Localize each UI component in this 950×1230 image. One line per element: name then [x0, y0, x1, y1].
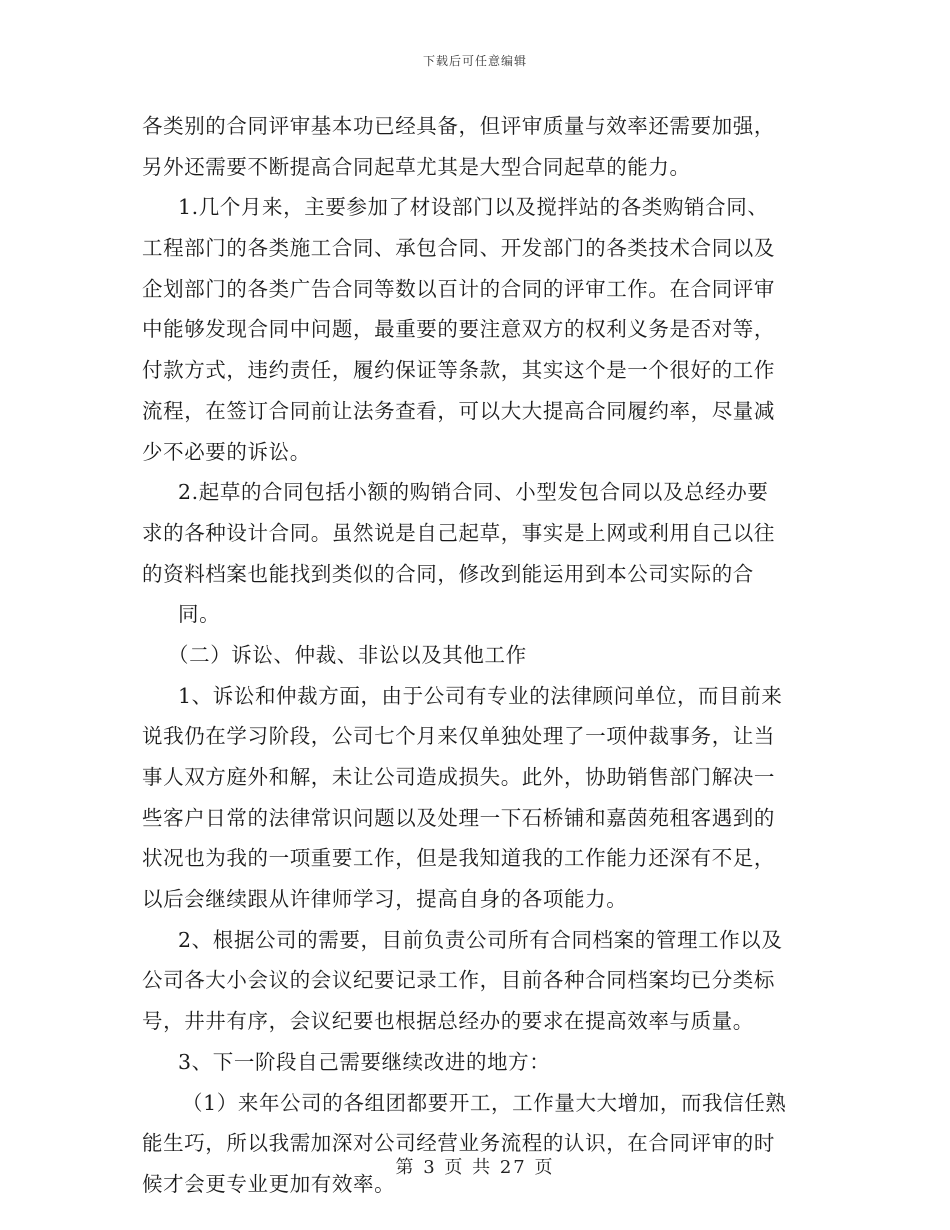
text-line: 号，井井有序，会议纪要也根据总经办的要求在提高效率与质量。	[142, 1009, 754, 1034]
text-line: 些客户日常的法律常识问题以及处理一下石桥铺和嘉茵苑租客遇到的	[142, 805, 775, 830]
page-header: 下载后可任意编辑	[422, 54, 527, 68]
text-line: 同。	[178, 602, 221, 627]
text-line: 候才会更专业更加有效率。	[142, 1171, 396, 1196]
paragraph-first-line: 1、诉讼和仲裁方面，由于公司有专业的法律顾问单位，而目前来	[178, 683, 783, 708]
text-line: 公司各大小会议的会议纪要记录工作，目前各种合同档案均已分类标	[142, 968, 775, 993]
paragraph-first-line: 2.起草的合同包括小额的购销合同、小型发包合同以及总经办要	[178, 480, 769, 505]
text-line: 能生巧，所以我需加深对公司经营业务流程的认识，在合同评审的时	[142, 1131, 775, 1156]
text-line: 付款方式，违约责任，履约保证等条款，其实这个是一个很好的工作	[142, 358, 775, 383]
section-heading: （二）诉讼、仲裁、非讼以及其他工作	[168, 642, 527, 667]
text-line: 求的各种设计合同。虽然说是自己起草，事实是上网或利用自己以往	[142, 520, 775, 545]
text-line: 工程部门的各类施工合同、承包合同、开发部门的各类技术合同以及	[142, 236, 775, 261]
text-line: 流程，在签订合同前让法务查看，可以大大提高合同履约率，尽量减	[142, 398, 775, 423]
text-line: 少不必要的诉讼。	[142, 439, 311, 464]
text-line: 的资料档案也能找到类似的合同，修改到能运用到本公司实际的合	[142, 561, 754, 586]
paragraph-first-line: （1）来年公司的各组团都要开工，工作量大大增加，而我信任熟	[182, 1090, 787, 1115]
paragraph-first-line: 2、根据公司的需要，目前负责公司所有合同档案的管理工作以及	[178, 927, 783, 952]
text-line: 各类别的合同评审基本功已经具备，但评审质量与效率还需要加强，	[142, 114, 775, 138]
text-line: 另外还需要不断提高合同起草尤其是大型合同起草的能力。	[142, 154, 691, 179]
paragraph-first-line: 3、下一阶段自己需要继续改进的地方：	[178, 1049, 551, 1074]
text-line: 企划部门的各类广告合同等数以百计的合同的评审工作。在合同评审	[142, 276, 775, 301]
text-line: 中能够发现合同中问题，最重要的要注意双方的权利义务是否对等，	[142, 317, 775, 342]
text-line: 状况也为我的一项重要工作，但是我知道我的工作能力还深有不足，	[142, 846, 775, 871]
text-line: 以后会继续跟从许律师学习，提高自身的各项能力。	[142, 887, 628, 912]
page-number-footer: 第 3 页 共 27 页	[395, 1157, 555, 1178]
document-body	[142, 106, 812, 1205]
text-line: 事人双方庭外和解，未让公司造成损失。此外，协助销售部门解决一	[142, 765, 775, 789]
text-line: 说我仍在学习阶段，公司七个月来仅单独处理了一项仲裁事务，让当	[142, 724, 775, 749]
paragraph-first-line: 1.几个月来，主要参加了材设部门以及搅拌站的各类购销合同、	[178, 195, 769, 220]
